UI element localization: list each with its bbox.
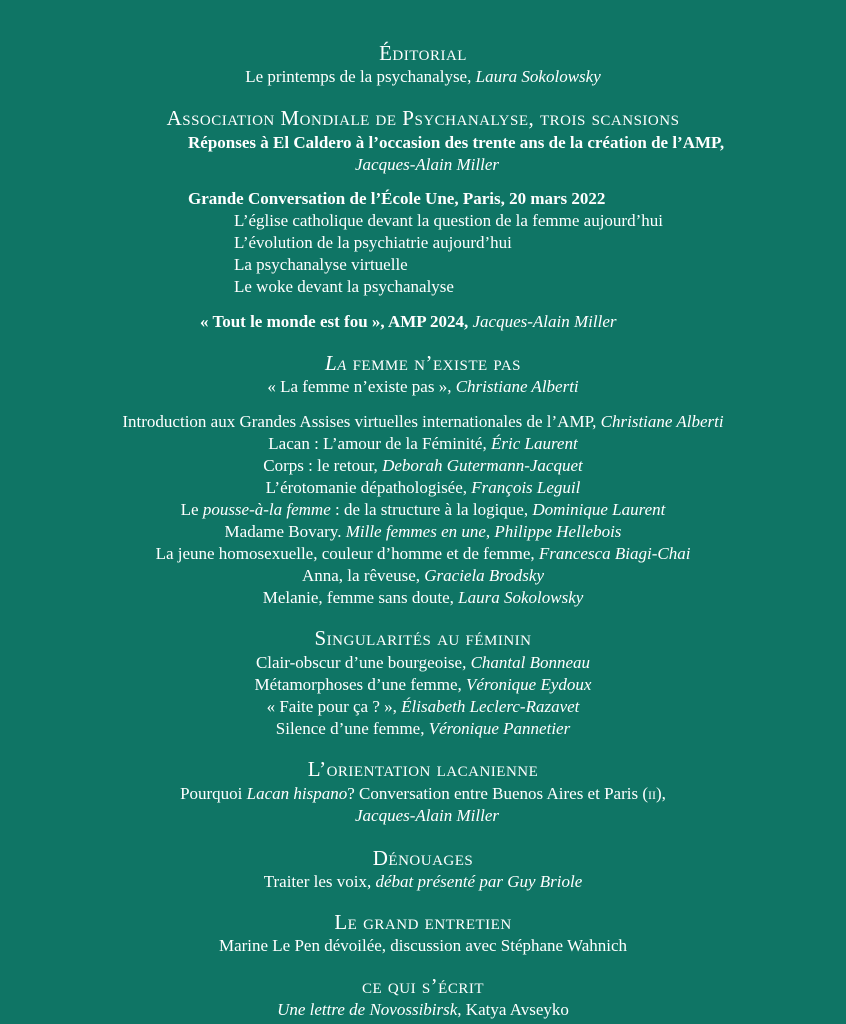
entry-title: Madame Bovary. <box>224 522 346 541</box>
entry-author: Philippe Hellebois <box>494 522 622 541</box>
entry-author: Jacques-Alain Miller <box>472 312 617 331</box>
toc-entry <box>0 433 846 455</box>
entry-title: Silence d’une femme, <box>275 719 429 738</box>
entry-author: Véronique Eydoux <box>466 675 592 694</box>
toc-entry-response: Réponses à El Caldero à l’occasion des trente ans de la création de l’AMP, <box>188 133 725 152</box>
entry-author: Jacques-Alain Miller <box>355 155 499 174</box>
section-title-entretien: Le grand entretien <box>334 910 512 934</box>
title-italic: La <box>324 351 347 375</box>
entry-title: Introduction aux Grandes Assises virtuelles internationales de l’AMP, <box>122 412 601 431</box>
toc-entry <box>0 696 846 718</box>
section-title-femme <box>0 352 846 374</box>
entry-part-number: ii <box>648 784 656 803</box>
entry-author: Deborah Gutermann-Jacquet <box>382 456 583 475</box>
toc-entry <box>0 783 846 805</box>
toc-entry <box>0 674 846 696</box>
section-title-ecrit: ce qui s’écrit <box>362 974 484 998</box>
toc-entry <box>0 999 846 1021</box>
toc-entry: L’évolution de la psychiatrie aujourd’hui <box>234 233 512 252</box>
toc-entry: Le woke devant la psychanalyse <box>234 277 454 296</box>
entry-title-end: ), <box>656 784 666 803</box>
entry-title-italic: Lacan hispano <box>246 784 348 803</box>
section-title-singularites: Singularités au féminin <box>314 626 532 650</box>
entry-title: Métamorphoses d’une femme, <box>254 675 467 694</box>
entry-title: Corps : le retour, <box>263 456 383 475</box>
entry-title-italic: Mille femmes en une <box>345 522 486 541</box>
entry-title: « La femme n’existe pas », <box>267 377 456 396</box>
toc-entry <box>0 565 846 587</box>
toc-entry: La psychanalyse virtuelle <box>234 255 408 274</box>
toc-entry <box>0 376 846 398</box>
entry-title: Pourquoi <box>180 784 247 803</box>
section-title-denouages: Dénouages <box>372 846 474 870</box>
conversation-title: Grande Conversation de l’École Une, Paris, 20 mars 2022 <box>188 189 606 208</box>
toc-entry <box>0 652 846 674</box>
toc-entry: L’église catholique devant la question de la femme aujourd’hui <box>234 211 663 230</box>
entry-author: Christiane Alberti <box>600 412 724 431</box>
entry-title-rest: ? Conversation entre Buenos Aires et Paris ( <box>347 784 648 803</box>
entry-title-italic: pousse-à-la femme <box>202 500 331 519</box>
entry-author: Éric Laurent <box>490 434 578 453</box>
toc-entry <box>0 66 846 88</box>
toc-entry <box>0 718 846 740</box>
toc-entry <box>0 587 846 609</box>
entry-author: Jacques-Alain Miller <box>355 806 499 825</box>
entry-author: débat présenté par Guy Briole <box>375 872 583 891</box>
toc-entry <box>0 411 846 433</box>
entry-title: La jeune homosexuelle, couleur d’homme et de femme, <box>155 544 539 563</box>
title-rest: femme n’existe pas <box>346 351 522 375</box>
toc-entry <box>200 311 617 333</box>
entry-title: Traiter les voix, <box>263 872 376 891</box>
toc-entry <box>0 543 846 565</box>
entry-title-rest: : de la structure à la logique, <box>330 500 533 519</box>
entry-title-italic: Une lettre de Novossibirsk <box>277 1000 458 1019</box>
entry-title: Anna, la rêveuse, <box>301 566 425 585</box>
section-title-editorial: Éditorial <box>379 41 467 65</box>
entry-author: Laura Sokolowsky <box>458 588 584 607</box>
entry-author: , Katya Avseyko <box>457 1000 569 1019</box>
toc-entry <box>0 499 846 521</box>
section-title-amp: Association Mondiale de Psychanalyse, trois scansions <box>166 106 680 130</box>
entry-author: François Leguil <box>471 478 581 497</box>
entry-title: « Tout le monde est fou », AMP 2024, <box>200 312 473 331</box>
entry-author: Chantal Bonneau <box>470 653 591 672</box>
entry-title: Melanie, femme sans doute, <box>262 588 459 607</box>
entry-author: Graciela Brodsky <box>424 566 545 585</box>
entry-title: L’érotomanie dépathologisée, <box>265 478 472 497</box>
toc-entry: Marine Le Pen dévoilée, discussion avec Stéphane Wahnich <box>218 936 628 955</box>
entry-separator: , <box>485 522 495 541</box>
entry-author: Dominique Laurent <box>532 500 666 519</box>
toc-entry <box>0 477 846 499</box>
entry-title: Clair-obscur d’une bourgeoise, <box>255 653 471 672</box>
entry-title: « Faite pour ça ? », <box>266 697 402 716</box>
toc-entry <box>0 521 846 543</box>
entry-title: Lacan : L’amour de la Féminité, <box>268 434 491 453</box>
toc-entry <box>0 455 846 477</box>
entry-title: Le <box>180 500 203 519</box>
entry-author: Véronique Pannetier <box>428 719 571 738</box>
entry-author: Élisabeth Leclerc-Razavet <box>401 697 580 716</box>
section-title-orientation: L’orientation lacanienne <box>307 757 539 781</box>
entry-title: Le printemps de la psychanalyse, <box>245 67 476 86</box>
entry-author: Francesca Biagi-Chai <box>538 544 691 563</box>
entry-author: Laura Sokolowsky <box>475 67 601 86</box>
entry-author: Christiane Alberti <box>455 377 579 396</box>
toc-entry <box>0 871 846 893</box>
